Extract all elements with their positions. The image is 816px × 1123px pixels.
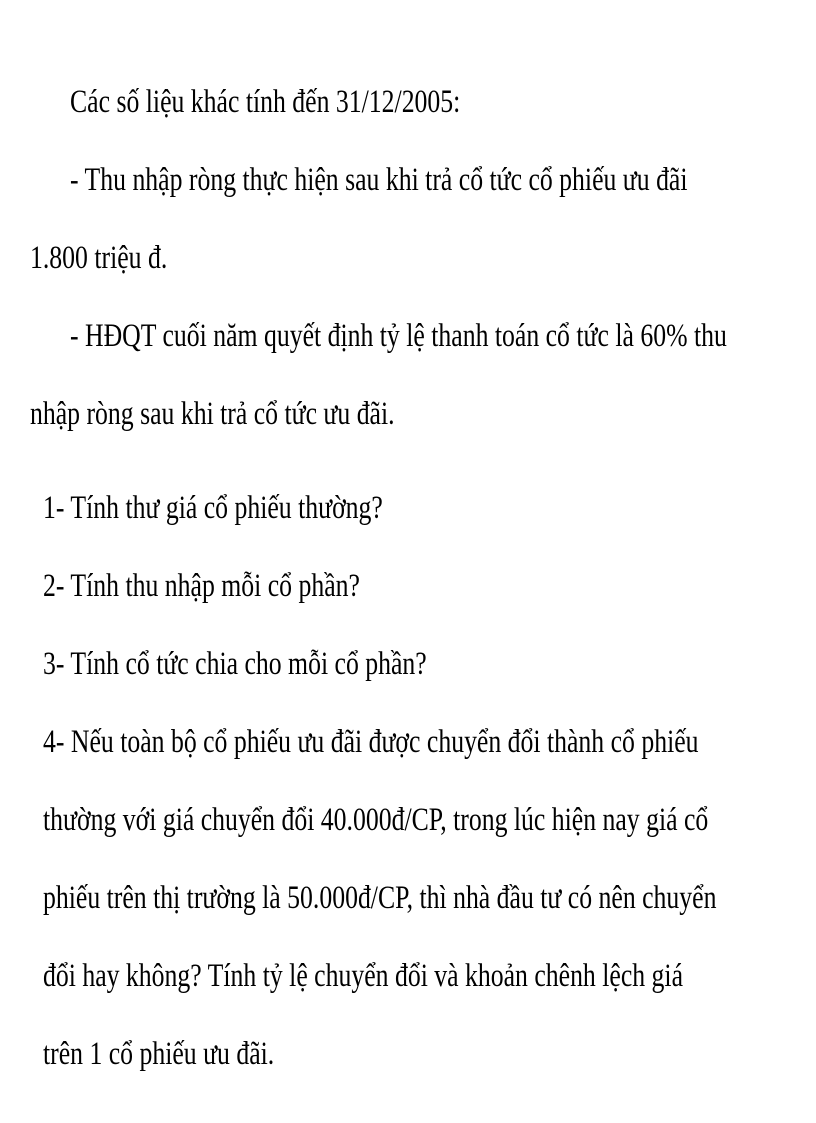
question-4-line4: đổi hay không? Tính tỷ lệ chuyển đổi và khoản chênh lệch giá (43, 958, 684, 994)
question-4-line1: 4- Nếu toàn bộ cổ phiếu ưu đãi được chuyển đổi thành cổ phiếu (43, 724, 699, 760)
question-4-line2: thường với giá chuyển đổi 40.000đ/CP, trong lúc hiện nay giá cổ (43, 802, 709, 838)
question-2: 2- Tính thu nhập mỗi cổ phần? (43, 568, 360, 604)
question-4-line3: phiếu trên thị trường là 50.000đ/CP, thì nhà đầu tư có nên chuyển (43, 880, 717, 916)
item1-line1: - Thu nhập ròng thực hiện sau khi trả cổ tức cổ phiếu ưu đãi (70, 162, 688, 198)
question-4-line5: trên 1 cổ phiếu ưu đãi. (43, 1036, 275, 1072)
question-1: 1- Tính thư giá cổ phiếu thường? (43, 490, 383, 526)
item1-line2: 1.800 triệu đ. (30, 240, 168, 276)
item2-line2: nhập ròng sau khi trả cổ tức ưu đãi. (30, 396, 395, 432)
question-3: 3- Tính cổ tức chia cho mỗi cổ phần? (43, 646, 427, 682)
item2-line1: - HĐQT cuối năm quyết định tỷ lệ thanh toán cổ tức là 60% thu (70, 318, 727, 354)
intro-heading: Các số liệu khác tính đến 31/12/2005: (70, 84, 461, 120)
